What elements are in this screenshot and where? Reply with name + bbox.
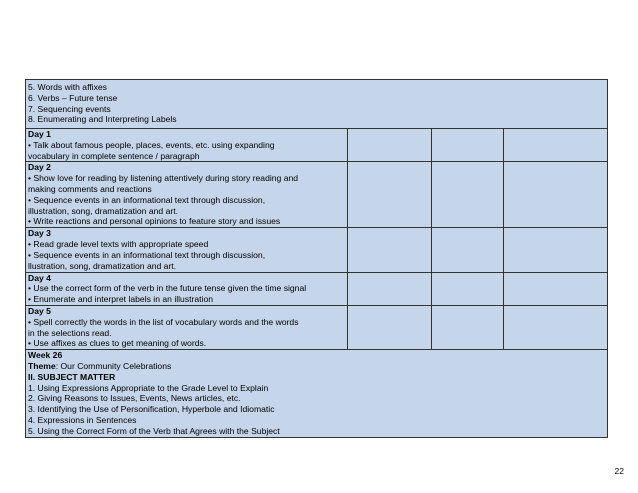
day-row-5 xyxy=(26,305,608,349)
empty-cell xyxy=(504,305,608,349)
day-4-cell xyxy=(26,272,348,305)
day-line: making comments and reactions xyxy=(28,183,152,194)
intro-line: 8. Enumerating and Interpreting Labels xyxy=(28,114,177,125)
day-row-3 xyxy=(26,228,608,272)
section-heading: II. SUBJECT MATTER xyxy=(28,371,116,382)
day-line: • Sequence events in an informational text through discussion, xyxy=(28,249,266,260)
page-number: 22 xyxy=(614,466,624,476)
day-line: • Sequence events in an informational text through discussion, xyxy=(28,194,266,205)
day-3-cell xyxy=(26,228,348,272)
day-row-1 xyxy=(26,129,608,162)
subject-line: 4. Expressions in Sentences xyxy=(28,414,137,425)
day-row-4 xyxy=(26,272,608,305)
day-line: • Show love for reading by listening attentively during story reading and xyxy=(28,173,299,184)
empty-cell xyxy=(504,272,608,305)
empty-cell xyxy=(504,129,608,162)
theme-line xyxy=(28,361,607,372)
intro-cell xyxy=(26,80,608,129)
subject-line: 5. Using the Correct Form of the Verb that Agrees with the Subject xyxy=(28,425,280,436)
subject-line: 2. Giving Reasons to Issues, Events, News articles, etc. xyxy=(28,393,241,404)
empty-cell xyxy=(432,129,504,162)
day-line: • Write reactions and personal opinions to feature story and issues xyxy=(28,216,281,227)
day-line: • Use affixes as clues to get meaning of words. xyxy=(28,338,207,349)
day-title: Day 2 xyxy=(28,162,51,173)
day-line: • Use the correct form of the verb in the future tense given the time signal xyxy=(28,283,307,294)
day-title: Day 5 xyxy=(28,305,51,316)
empty-cell xyxy=(348,305,432,349)
theme-label: Theme xyxy=(28,360,56,371)
day-5-cell xyxy=(26,305,348,349)
day-line: in the selections read. xyxy=(28,327,112,338)
intro-line: 6. Verbs – Future tense xyxy=(28,92,118,103)
week-row xyxy=(26,350,608,437)
empty-cell xyxy=(348,162,432,228)
empty-cell xyxy=(432,162,504,228)
day-line: • Read grade level texts with appropriate speed xyxy=(28,239,209,250)
day-line: llustration, song, dramatization and art. xyxy=(28,260,177,271)
empty-cell xyxy=(348,228,432,272)
theme-value: : Our Community Celebrations xyxy=(55,360,172,371)
day-title: Day 4 xyxy=(28,272,51,283)
lesson-plan-table xyxy=(25,79,608,438)
subject-line: 1. Using Expressions Appropriate to the Grade Level to Explain xyxy=(28,382,269,393)
intro-row xyxy=(26,80,608,129)
day-line: • Enumerate and interpret labels in an illustration xyxy=(28,294,214,305)
day-line: illustration, song, dramatization and art. xyxy=(28,205,178,216)
empty-cell xyxy=(348,129,432,162)
empty-cell xyxy=(504,162,608,228)
day-1-cell xyxy=(26,129,348,162)
intro-line: 5. Words with affixes xyxy=(28,82,107,92)
week-cell xyxy=(26,350,608,437)
empty-cell xyxy=(504,228,608,272)
day-title: Day 1 xyxy=(28,129,51,139)
day-line: vocabulary in complete sentence / paragraph xyxy=(28,150,200,161)
empty-cell xyxy=(432,305,504,349)
day-row-2 xyxy=(26,162,608,228)
day-title: Day 3 xyxy=(28,228,51,239)
empty-cell xyxy=(348,272,432,305)
day-2-cell xyxy=(26,162,348,228)
empty-cell xyxy=(432,228,504,272)
week-title: Week 26 xyxy=(28,350,63,361)
intro-line: 7. Sequencing events xyxy=(28,103,111,114)
day-line: • Spell correctly the words in the list of vocabulary words and the words xyxy=(28,316,299,327)
empty-cell xyxy=(432,272,504,305)
subject-line: 3. Identifying the Use of Personification, Hyperbole and Idiomatic xyxy=(28,404,275,415)
day-line: • Talk about famous people, places, events, etc. using expanding xyxy=(28,139,275,150)
